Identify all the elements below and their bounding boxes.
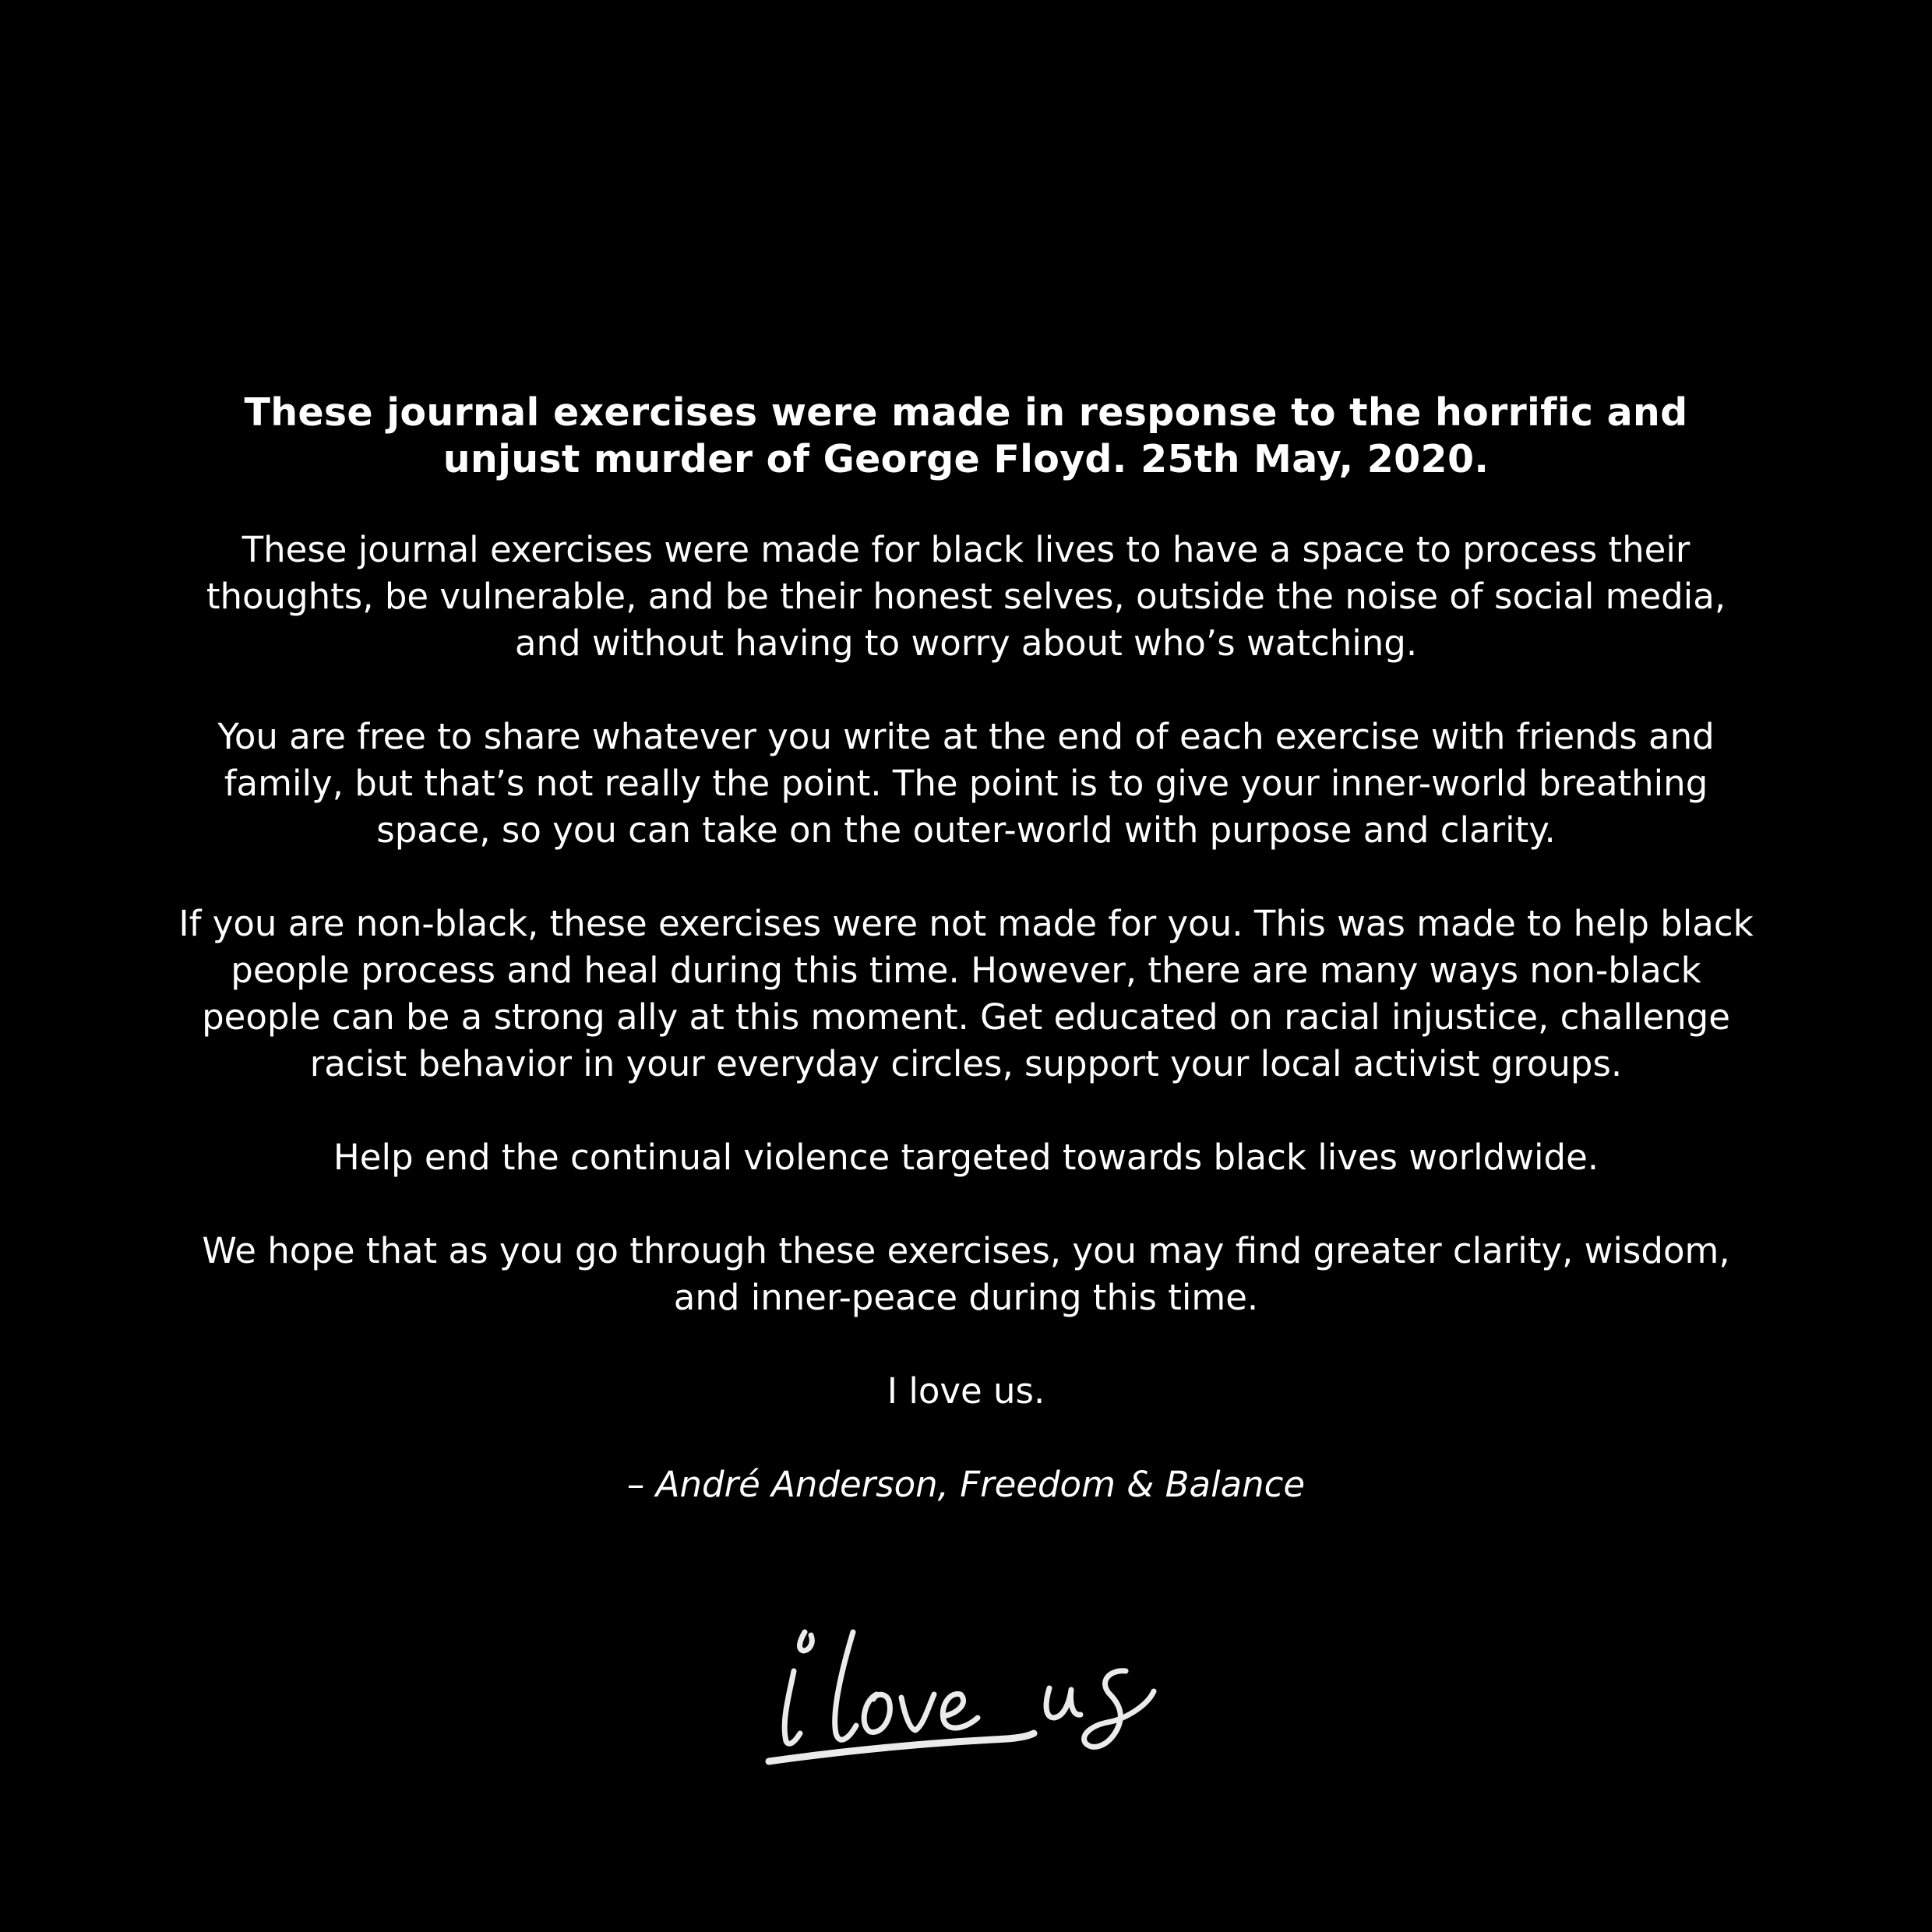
paragraph-call-to-action: Help end the continual violence targeted towards black lives worldwide. [333,1137,1599,1178]
letter-body [171,390,1761,1555]
signature-underline [769,1733,1034,1761]
signature-v [901,1694,934,1730]
signature-u [1046,1688,1081,1718]
signature-o [864,1694,890,1732]
author-signoff: – André Anderson, Freedom & Balance [626,1464,1306,1505]
signature-i-dot [800,1632,813,1651]
paragraph-purpose: These journal exercises were made for black lives to have a space to process their thoughts, be vulnerable, and be their honest selves, outside the noise of social media, and without having to worry about who’s watching. [206,529,1726,664]
handwritten-signature [760,1616,1196,1788]
signature-i-stem [784,1671,800,1743]
signature-s [1084,1671,1154,1747]
letter-heading: These journal exercises were made in response to the horrific and unjust murder of George Floyd. 25th May, 2020. [244,390,1688,481]
paragraph-non-black: If you are non-black, these exercises were not made for you. This was made to help black people process and heal during this time. However, there are many ways non-black people can be a strong ally at this moment. Get educated on racial injustice, challenge racist behavior in your everyday circles, support your local activist groups. [178,903,1754,1084]
signature-e [943,1694,978,1728]
paragraph-sharing: You are free to share whatever you write at the end of each exercise with friends and family, but that’s not really the point. The point is to give your inner-world breathing space, so you can take on the outer-world with purpose and clarity. [217,716,1715,851]
signature-l [835,1632,856,1740]
paragraph-i-love-us: I love us. [887,1370,1045,1412]
paragraph-hope: We hope that as you go through these exercises, you may find greater clarity, wisdom, and inner-peace during this time. [202,1230,1730,1318]
